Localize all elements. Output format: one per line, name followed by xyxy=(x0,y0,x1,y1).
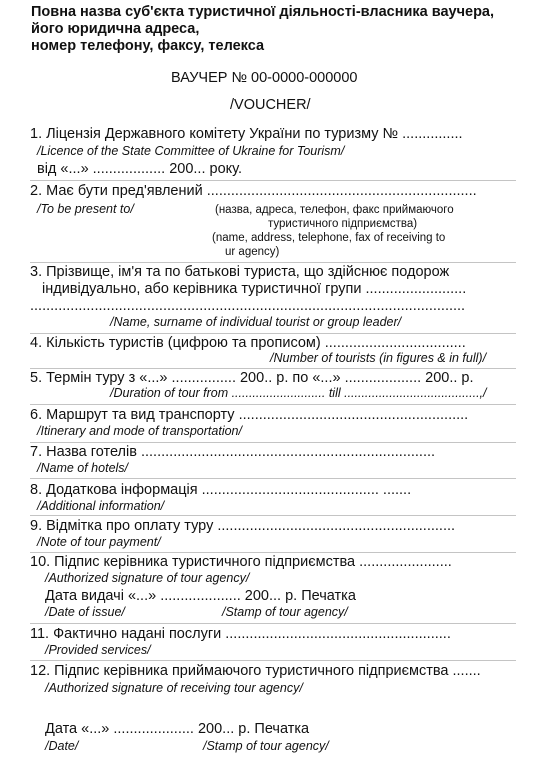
item-7-ua: 7. Назва готелів ......................................................................... xyxy=(30,444,436,460)
item-11-en: /Provided services/ xyxy=(45,643,151,657)
footer-stamp-en: /Stamp of tour agency/ xyxy=(203,739,329,753)
item-3-ua-line-1: 3. Прізвище, ім'я та по батькові туриста, що здійснює подорож xyxy=(30,264,450,280)
divider xyxy=(30,515,516,516)
voucher-title: ВАУЧЕР № 00-0000-000000 xyxy=(171,70,358,86)
divider xyxy=(30,478,516,479)
item-1-en: /Licence of the State Committee of Ukraine for Tourism/ xyxy=(37,144,345,158)
divider xyxy=(30,333,516,334)
divider xyxy=(30,660,516,661)
item-6-ua: 6. Маршрут та вид транспорту ......................................................... xyxy=(30,407,469,423)
item-10-stamp-en: /Stamp of tour agency/ xyxy=(222,605,348,619)
item-3-fill-line: ............................................................................................................ xyxy=(30,298,466,314)
item-8-ua: 8. Додаткова інформація ............................................ ....... xyxy=(30,482,412,498)
item-3-en: /Name, surname of individual tourist or group leader/ xyxy=(110,315,402,329)
item-11-ua: 11. Фактично надані послуги ........................................................ xyxy=(30,626,451,642)
divider xyxy=(30,442,516,443)
divider xyxy=(30,180,516,181)
item-9-en: /Note of tour payment/ xyxy=(37,535,161,549)
item-1-date: від «...» .................. 200... року. xyxy=(37,161,242,177)
divider xyxy=(30,262,516,263)
item-10-date-en: /Date of issue/ xyxy=(45,605,125,619)
item-8-en: /Additional information/ xyxy=(37,499,165,513)
item-1-ua: 1. Ліцензія Державного комітету України по туризму № ............... xyxy=(30,126,463,142)
header-line-3: номер телефону, факсу, телекса xyxy=(31,38,265,54)
voucher-subtitle: /VOUCHER/ xyxy=(230,97,311,113)
item-12-en: /Authorized signature of receiving tour agency/ xyxy=(45,681,303,695)
item-2-note-4: ur agency) xyxy=(225,246,280,258)
header-line-1: Повна назва суб'єкта туристичної діяльності-власника ваучера, xyxy=(31,4,495,20)
item-4-ua: 4. Кількість туристів (цифрою та прописом) ................................... xyxy=(30,335,466,351)
footer-date-en: /Date/ xyxy=(45,739,79,753)
item-2-note-3: (name, address, telephone, fax of receiving to xyxy=(212,232,446,244)
divider xyxy=(30,552,516,553)
divider xyxy=(30,368,516,369)
item-2-en: /To be present to/ xyxy=(37,202,134,216)
item-4-en: /Number of tourists (in figures & in full)/ xyxy=(270,351,487,365)
item-6-en: /Itinerary and mode of transportation/ xyxy=(37,424,242,438)
item-12-ua: 12. Підпис керівника приймаючого туристичного підприємства ....... xyxy=(30,663,481,679)
item-10-en: /Authorized signature of tour agency/ xyxy=(45,571,250,585)
item-2-ua: 2. Має бути пред'явлений ................................................................... xyxy=(30,183,477,199)
item-9-ua: 9. Відмітка про оплату туру ........................................................... xyxy=(30,518,456,534)
item-2-note-1: (назва, адреса, телефон, факс приймаючого xyxy=(215,204,454,216)
item-10-date-ua: Дата видачі «...» .................... 200... р. Печатка xyxy=(45,588,356,604)
item-5-ua: 5. Термін туру з «...» ................ 200.. р. по «...» ................... 200.. р. xyxy=(30,370,474,386)
header-line-2: його юридична адреса, xyxy=(31,21,200,37)
item-2-note-2: туристичного підприємства) xyxy=(268,218,418,230)
footer-date-ua: Дата «...» .................... 200... р. Печатка xyxy=(45,721,310,737)
item-5-en: /Duration of tour from ........................... till .......................................,/ xyxy=(110,386,487,400)
item-3-ua-line-2: індивідуально, або керівника туристичної групи ......................... xyxy=(42,281,467,297)
divider xyxy=(30,623,516,624)
item-7-en: /Name of hotels/ xyxy=(37,461,129,475)
item-10-ua: 10. Підпис керівника туристичного підприємства ....................... xyxy=(30,554,452,570)
divider xyxy=(30,404,516,405)
